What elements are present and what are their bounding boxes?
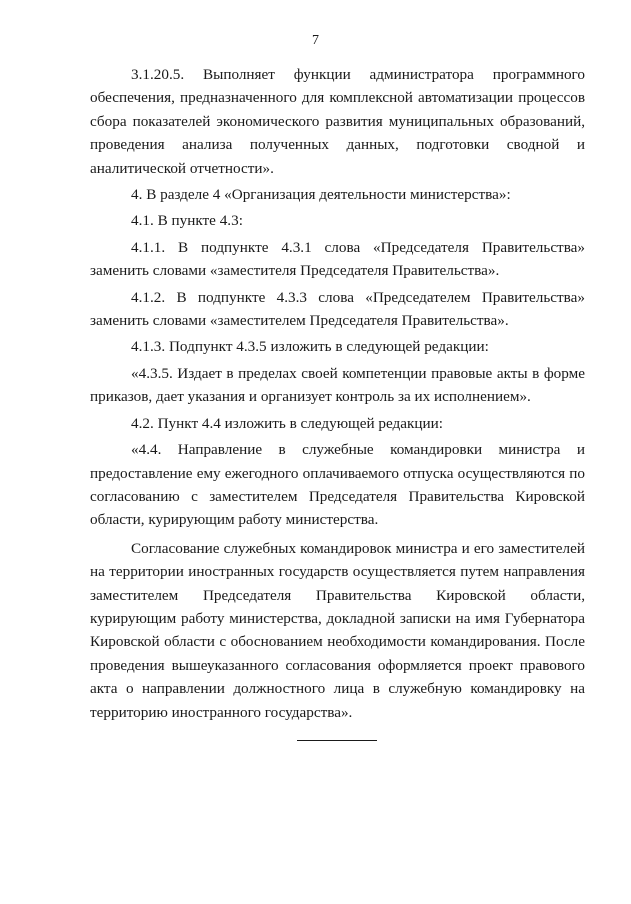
paragraph-section-4: 4. В разделе 4 «Организация деятельности министерства»: [131,186,511,204]
closing-rule [297,740,377,741]
paragraph-4-3-5-quote: «4.3.5. Издает в пределах своей компетенции правовые акты в форме приказов, дает указания и организует контроль за их исполнением». [90,364,585,406]
paragraph-4-1-1: 4.1.1. В подпункте 4.3.1 слова «Председателя Правительства» заменить словами «заместителя Председателя Правительства». [90,238,585,280]
paragraph-4-2: 4.2. Пункт 4.4 изложить в следующей редакции: [131,414,444,432]
paragraph-4-4-quote: «4.4. Направление в служебные командировки министра и предоставление ему ежегодного оплачиваемого отпуска осуществляются по согласованию с заместителем Председателя Правительства Кировской области, курирующим работу министерства. [90,441,585,529]
page-number: 7 [312,33,319,48]
paragraph-4-1-2: 4.1.2. В подпункте 4.3.3 слова «Председателем Правительства» заменить словами «заместителем Председателя Правительства». [90,288,585,330]
paragraph-4-1: 4.1. В пункте 4.3: [131,212,243,230]
paragraph-foreign-trips: Согласование служебных командировок министра и его заместителей на территории иностранных государств осуществляется путем направления заместителем Председателя Правительства Кировской области, курирующим работу министерства, докладной записки на имя Губернатора Кировской области с обоснованием необходимости командирования. После проведения вышеуказанного согласования оформляется проект правового акта о направлении должностного лица в служебную командировку на территорию иностранного государства». [90,539,585,721]
paragraph-4-1-3: 4.1.3. Подпункт 4.3.5 изложить в следующей редакции: [131,338,489,356]
paragraph-3-1-20-5: 3.1.20.5. Выполняет функции администратора программного обеспечения, предназначенного для комплексной автоматизации процессов сбора показателей экономического развития муниципальных образований, проведения анализа полученных данных, подготовки сводной и аналитической отчетности». [90,66,585,177]
document-body [90,63,585,724]
